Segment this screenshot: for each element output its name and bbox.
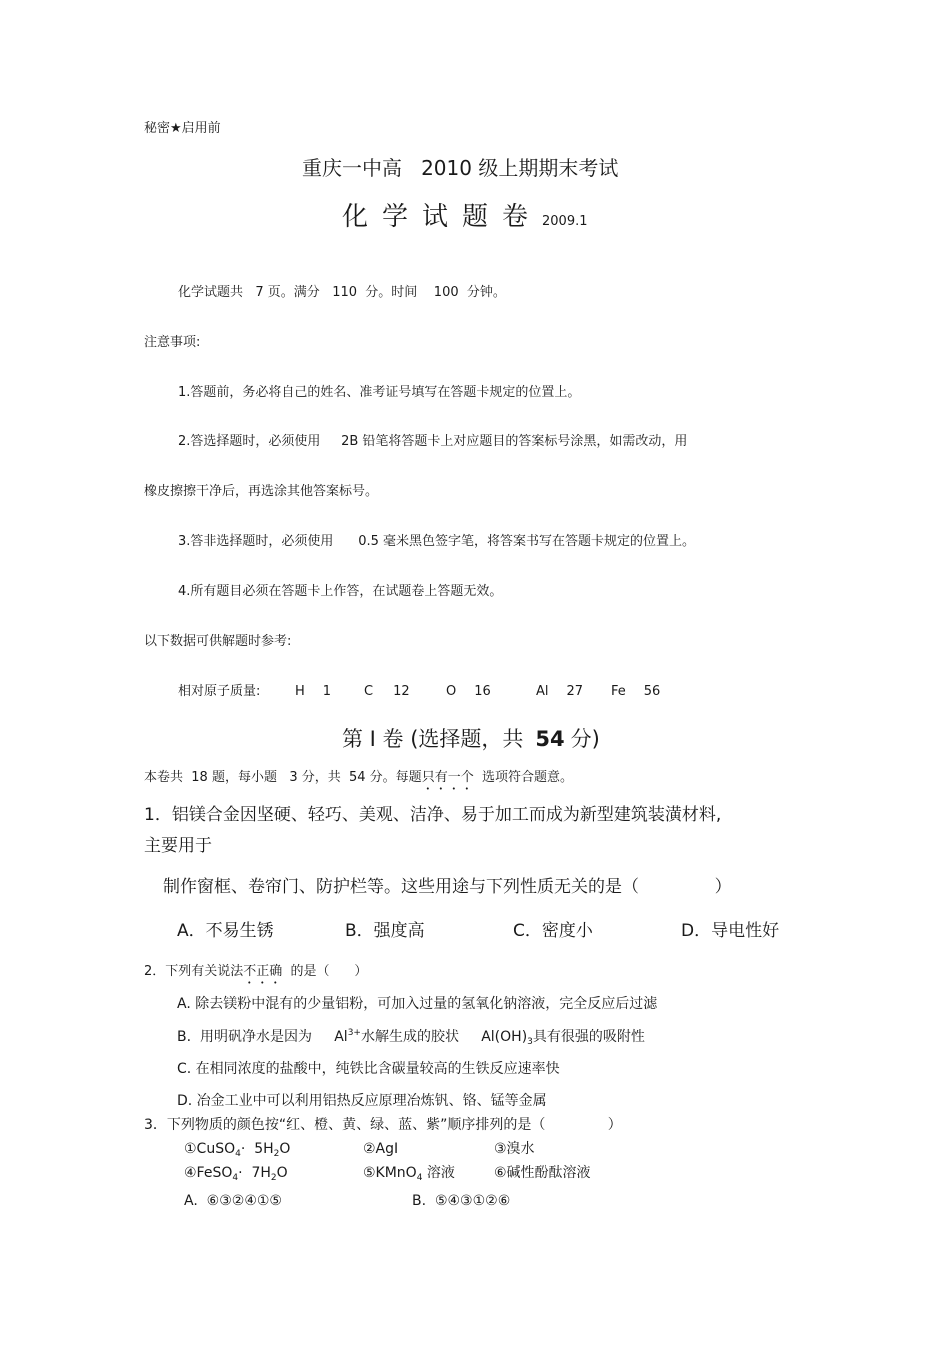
notice-3: 3.答非选择题时，必须使用 0.5 毫米黑色签字笔，将答案书写在答题卡规定的位置上。 (178, 534, 696, 549)
notice-2-cont: 橡皮擦擦干净后，再选涂其他答案标号。 (144, 484, 379, 499)
section-desc: 本卷共 18 题，每小题 3 分，共 54 分。每题只有一个 选项符合题意。 (144, 770, 573, 785)
q2-option-b: B. 用明矾净水是因为 $Al^{3+}$水解生成的胶状 $Al(OH)_3$具有很强的吸附性 (177, 1028, 645, 1047)
atomic-mass-c: C 12 (364, 684, 410, 699)
q1-option-a: A．不易生锈 (177, 921, 274, 941)
q1-option-d: D．导电性好 (681, 921, 780, 941)
secret-mark: 秘密★启用前 (144, 121, 221, 136)
q3-stem: 3．下列物质的颜色按“红、橙、黄、绿、蓝、紫”顺序排列的是（ ） (144, 1117, 622, 1133)
q3-option-a: A. ⑥③②④①⑤ (184, 1193, 282, 1209)
q2-stem: 2．下列有关说法不正确 的是（ ） (144, 964, 368, 979)
q3-item-5: ⑤KMnO$_4$ 溶液 (363, 1165, 455, 1183)
atomic-mass-label: 相对原子质量: (178, 684, 261, 699)
notice-1: 1.答题前，务必将自己的姓名、准考证号填写在答题卡规定的位置上。 (178, 385, 581, 400)
q1-option-c: C．密度小 (513, 921, 593, 941)
exam-summary: 化学试题共 7 页。满分 110 分。时间 100 分钟。 (178, 285, 506, 300)
q2-option-d: D. 冶金工业中可以利用铝热反应原理冶炼钒、铬、锰等金属 (177, 1093, 547, 1109)
emphasis-incorrect: 不正确 (243, 964, 283, 979)
q3-item-4: ④FeSO$_4$· $7H_2O$ (184, 1165, 288, 1183)
exam-title: 重庆一中高 2010 级上期期末考试 (302, 156, 619, 180)
q2-option-a: A. 除去镁粉中混有的少量铝粉，可加入过量的氢氧化钠溶液，完全反应后过滤 (177, 996, 658, 1012)
atomic-mass-fe: Fe 56 (611, 684, 661, 699)
atomic-mass-o: O 16 (446, 684, 491, 699)
data-heading: 以下数据可供解题时参考: (144, 634, 292, 649)
notice-2: 2.答选择题时，必须使用 2B 铅笔将答题卡上对应题目的答案标号涂黑，如需改动，用 (178, 434, 688, 449)
q3-item-6: ⑥碱性酚酞溶液 (494, 1165, 591, 1181)
subject-title: 化学试题卷 (342, 202, 543, 232)
exam-date: 2009.1 (542, 214, 588, 229)
q1-stem-line1: 1．铝镁合金因坚硬、轻巧、美观、洁净、易于加工而成为新型建筑装潢材料, (144, 805, 722, 825)
atomic-mass-al: Al 27 (536, 684, 584, 699)
q1-stem-line3: 制作窗框、卷帘门、防护栏等。这些用途与下列性质无关的是（ ） (163, 877, 732, 897)
notice-heading: 注意事项: (144, 335, 201, 350)
section-title: 第 I 卷 (选择题，共 54 分) (342, 727, 600, 751)
atomic-mass-h: H 1 (295, 684, 332, 699)
q2-option-c: C. 在相同浓度的盐酸中，纯铁比含碳量较高的生铁反应速率快 (177, 1061, 560, 1077)
q3-option-b: B. ⑤④③①②⑥ (412, 1193, 511, 1209)
emphasis-only-one: 只有一个 (421, 770, 474, 785)
q3-item-1: ①CuSO$_4$· $5H_2O$ (184, 1141, 291, 1159)
q1-option-b: B．强度高 (345, 921, 425, 941)
subject-title-row (342, 202, 588, 233)
q3-item-2: ②AgI (363, 1141, 399, 1157)
q3-item-3: ③溴水 (494, 1141, 535, 1157)
notice-4: 4.所有题目必须在答题卡上作答，在试题卷上答题无效。 (178, 584, 503, 599)
q1-stem-line2: 主要用于 (144, 836, 212, 856)
